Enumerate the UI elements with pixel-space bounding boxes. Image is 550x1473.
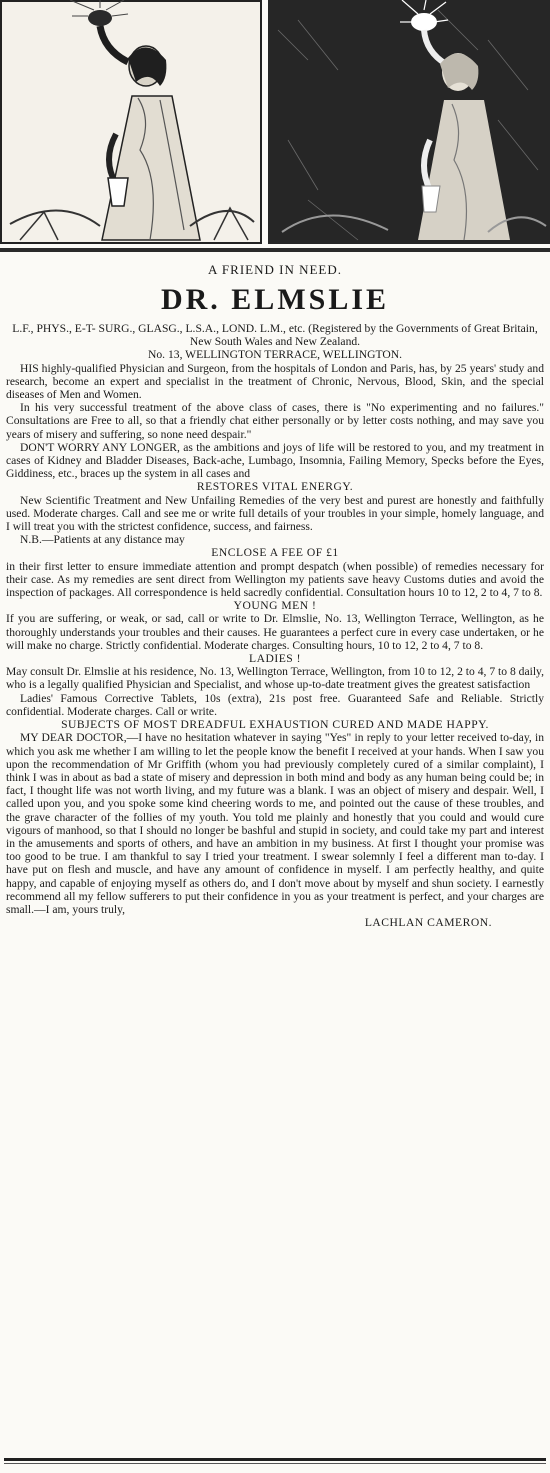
right-illustration xyxy=(268,0,550,244)
young-men-paragraph: If you are suffering, or weak, or sad, call or write to Dr. Elmslie, No. 13, Wellington Terrace, Wellington, as he thoroughly understands your troubles and their causes. He guarantees a perfect cure in every case undertaken, or he will make no charge. Strictly confidential. Moderate charges. Consulting hours, 10 to 12, 2 to 4, 7 to 8. xyxy=(6,612,544,652)
scientific-paragraph: New Scientific Treatment and New Unfailing Remedies of the very best and purest are honestly and faithfully used. Moderate charges. Call and see me or write full details of your troubles in your simple, homely language, and I will treat you with the strictest confidence, success, and fairness. xyxy=(6,493,544,534)
patients-note: N.B.—Patients at any distance may xyxy=(20,533,185,547)
ad-kicker: A FRIEND IN NEED. xyxy=(208,262,342,277)
ladies-heading: LADIES ! xyxy=(249,652,301,666)
testimonial-letter: MY DEAR DOCTOR,—I have no hesitation whatever in saying "Yes" in reply to your letter received to-day, in which you ask me whether I am willing to let the people know the benefit I received at your hands. When I saw you upon the recommendation of Mr Griffith (whom you had previously completely cured of a similar complaint), I think I was in about as bad a state of misery and depression in both mind and body as any human being could be; in fact, I thought life was not worth living, and my future was a blank. I was an object of misery and despair. Well, I called upon you, and you spoke some kind cheering words to me, and pointed out the cause of these troubles, and the grave character of the follies of my youth. You told me plainly and honestly that you could and would cure vigours of manhood, so that I should no longer be bashful and stupid in society, and could take my part and interest in the amusements and sports of others, and have an ambition in my business. At first I thought your promise was too good to be true. I am thankful to say I tried your treatment. I swear solemnly I feel a different man to-day. I have put on flesh and muscle, and have any amount of confidence in myself. I am perfectly healthy, and quite happy, and capable of enjoying myself as others do, and I don't move about by myself and shun society. I earnestly recommend all my fellow sufferers to put their confidence in you as your treatment is perfect, and your charges are small.—I am, yours truly, xyxy=(6,731,544,916)
success-paragraph: In his very successful treatment of the above class of cases, there is "No experimenting and no failures." Consultations are Free to all, so that a friendly chat either personally or by letter costs nothing, and may save you years of misery and suffering, so none need despair." xyxy=(6,401,544,441)
ladies-paragraph: May consult Dr. Elmslie at his residence, No. 13, Wellington Terrace, Wellington, from 10 to 12, 2 to 4, 7 to 8 daily, who is a legally qualified Physician and Specialist, and whose up-to-date treatment gives the greatest satisfaction xyxy=(6,665,544,692)
woman-with-lamp-illustration xyxy=(268,0,550,244)
ad-headline: DR. ELMSLIE xyxy=(160,283,390,316)
dont-worry-paragraph: DON'T WORRY ANY LONGER, as the ambitions and joys of life will be restored to you, and my treatment in cases of Kidney and Bladder Diseases, Back-ache, Lumbago, Insomnia, Failing Memory, Specks before the Eyes, Giddiness, etc., braces up the system in all cases and xyxy=(6,440,544,481)
tablets-paragraph: Ladies' Famous Corrective Tablets, 10s (extra), 21s post free. Guaranteed Safe and Reliable. Strictly confidential. Moderate charges. Call or write. xyxy=(6,691,544,718)
illustrations xyxy=(0,0,550,250)
first-letter-paragraph: in their first letter to ensure immediate attention and prompt despatch (when possible) of remedies necessary for their case. As my remedies are sent direct from Wellington my patients save heavy Customs duties and avoid the inspection of packages. All correspondence is held sacredly confidential. Consultation hours 10 to 12, 2 to 4, 7 to 8. xyxy=(6,559,544,600)
address: No. 13, WELLINGTON TERRACE, WELLINGTON. xyxy=(148,348,402,362)
woman-with-lamp-illustration xyxy=(0,0,262,244)
enclose-heading: ENCLOSE A FEE OF £1 xyxy=(211,546,339,560)
qualifications: L.F., PHYS., E-T- SURG., GLASG., L.S.A., LOND. L.M., etc. (Registered by the Governments of Great Britain, New South Wales and New Zealand. xyxy=(12,322,538,349)
intro-paragraph: HIS highly-qualified Physician and Surgeon, from the hospitals of London and Paris, has, by 25 years' study and research, become an expert and specialist in the treatment of Chronic, Nervous, Blood, Skin, and the special diseases of Men and Women. xyxy=(6,361,544,402)
left-illustration xyxy=(0,0,262,244)
testimonial-heading: SUBJECTS OF MOST DREADFUL EXHAUSTION CURED AND MADE HAPPY. xyxy=(61,718,489,732)
testimonial-signature: LACHLAN CAMERON. xyxy=(364,916,492,930)
bottom-rule-thin xyxy=(4,1463,546,1464)
ad-body xyxy=(6,322,544,929)
young-men-heading: YOUNG MEN ! xyxy=(233,599,317,613)
restores-heading: RESTORES VITAL ENERGY. xyxy=(196,480,354,494)
bottom-rule xyxy=(4,1458,546,1461)
top-rule xyxy=(0,248,550,252)
